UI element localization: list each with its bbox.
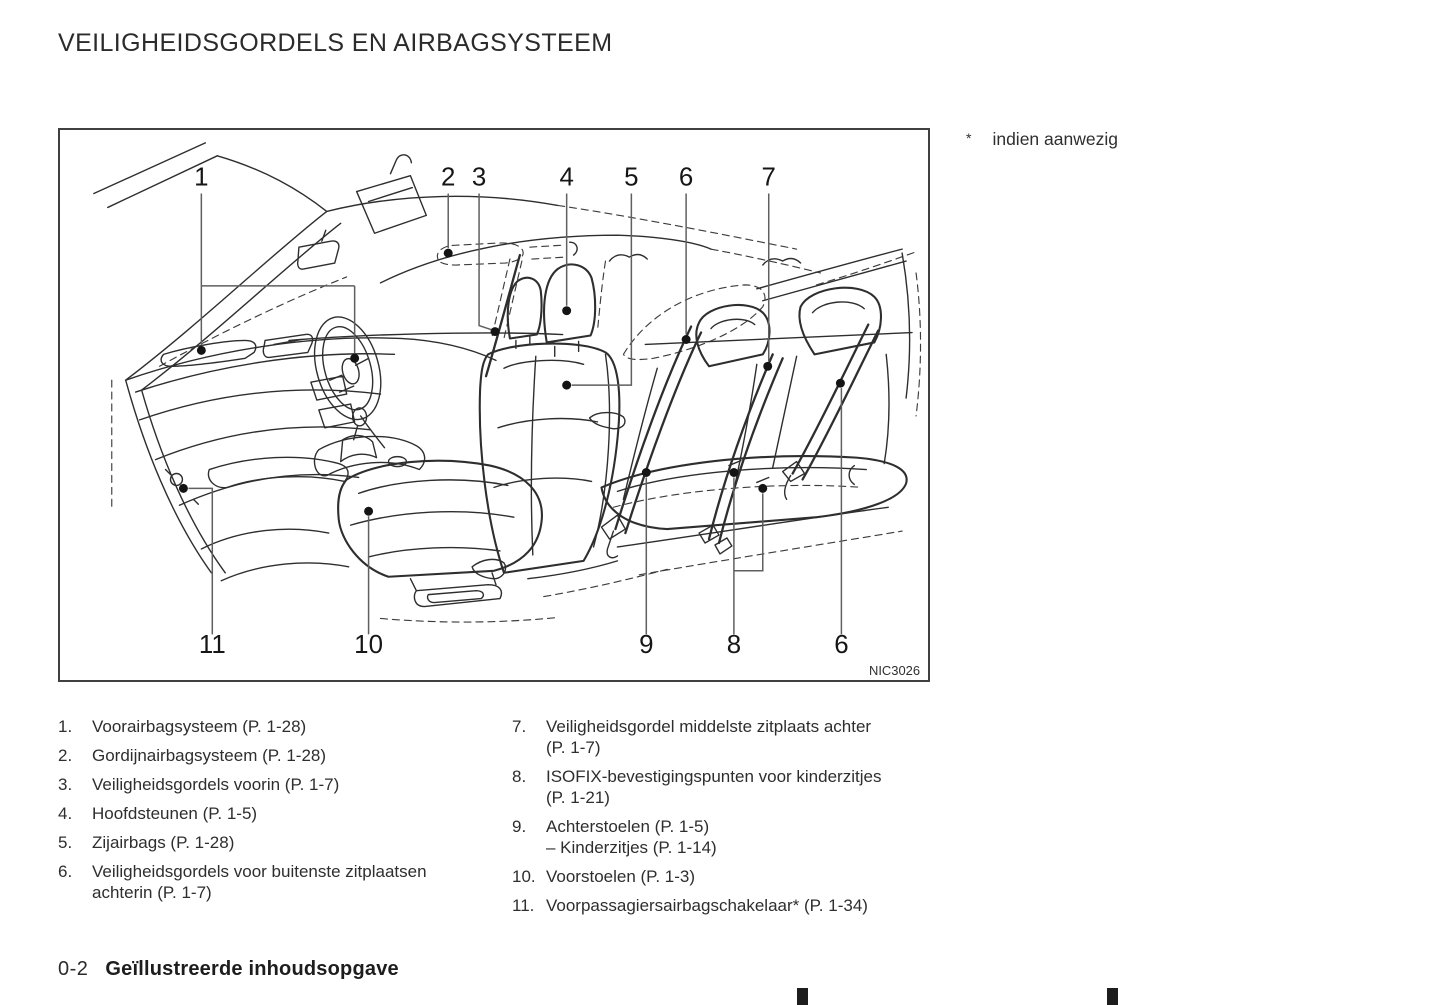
callout-number: 6 <box>678 163 694 192</box>
legend-item <box>512 816 960 858</box>
legend-item-number: 8. <box>512 767 527 786</box>
legend-item-number: 9. <box>512 817 527 836</box>
legend-item-text: Gordijnairbagsysteem (P. 1-28) <box>92 746 327 765</box>
legend-item <box>58 861 494 903</box>
section-title: Geïllustreerde inhoudsopgave <box>105 958 399 980</box>
callout-number: 1 <box>194 163 209 192</box>
legend-item-text: Veiligheidsgordel middelste zitplaats achter <box>546 717 872 736</box>
legend-item <box>512 895 960 916</box>
legend-item-number: 11. <box>512 896 535 915</box>
legend-item-text: ISOFIX-bevestigingspunten voor kinderzitjes <box>546 767 882 786</box>
callout-leader-lines <box>188 194 841 635</box>
legend-column-right <box>512 716 960 924</box>
footnote-text: indien aanwezig <box>992 129 1118 149</box>
car-line-art <box>94 143 921 622</box>
footnote-asterisk: * <box>966 130 972 146</box>
legend-item-number: 5. <box>58 833 73 852</box>
legend-item <box>58 774 494 795</box>
legend-item-number: 7. <box>512 717 527 736</box>
legend-item <box>512 716 960 758</box>
legend-item-text: Voorpassagiersairbagschakelaar* (P. 1-34) <box>546 896 868 915</box>
callout-number: 11 <box>198 631 226 660</box>
callout-number: 5 <box>624 163 639 192</box>
legend-item-text: Veiligheidsgordels voor buitenste zitplaatsen <box>92 862 427 881</box>
page-number: 0-2 <box>58 958 89 980</box>
callout-number: 6 <box>834 631 849 660</box>
legend-item-number: 10. <box>512 867 536 886</box>
legend-item-text: – Kinderzitjes (P. 1-14) <box>546 838 717 857</box>
binding-mark <box>1107 988 1118 1005</box>
legend-item <box>512 866 960 887</box>
legend-item-text: Zijairbags (P. 1-28) <box>92 833 235 852</box>
legend-column-left <box>58 716 494 911</box>
callout-number: 7 <box>761 163 776 192</box>
page-title: VEILIGHEIDSGORDELS EN AIRBAGSYSTEEM <box>58 29 613 57</box>
figure-code: NIC3026 <box>869 663 921 679</box>
callout-number: 2 <box>441 163 456 192</box>
legend-item-text: Voorstoelen (P. 1-3) <box>546 867 695 886</box>
callout-number: 4 <box>559 163 574 192</box>
callout-number: 8 <box>726 631 742 660</box>
legend-item-text: Veiligheidsgordels voorin (P. 1-7) <box>92 775 340 794</box>
legend-item-text: (P. 1-21) <box>546 788 610 807</box>
legend-item-text: achterin (P. 1-7) <box>92 883 212 902</box>
legend-item <box>58 803 494 824</box>
legend-item-text: Voorairbagsysteem (P. 1-28) <box>92 717 307 736</box>
legend-item-number: 2. <box>58 746 73 765</box>
legend-item <box>58 716 494 737</box>
page-footer <box>58 957 399 981</box>
callout-number: 9 <box>639 631 654 660</box>
legend-item-number: 4. <box>58 804 73 823</box>
legend-item <box>512 766 960 808</box>
legend-item-number: 6. <box>58 862 73 881</box>
legend-item-text: Achterstoelen (P. 1-5) <box>546 817 710 836</box>
illustration-frame <box>58 128 930 682</box>
binding-mark <box>797 988 808 1005</box>
legend-item <box>58 832 494 853</box>
legend-item-text: (P. 1-7) <box>546 738 601 757</box>
callout-number: 3 <box>471 163 487 192</box>
footnote <box>966 128 1118 150</box>
legend-item-number: 1. <box>58 717 73 736</box>
car-interior-illustration <box>60 130 928 680</box>
legend-item-number: 3. <box>58 775 73 794</box>
legend-item-text: Hoofdsteunen (P. 1-5) <box>92 804 258 823</box>
legend-item <box>58 745 494 766</box>
callout-number: 10 <box>354 631 383 660</box>
